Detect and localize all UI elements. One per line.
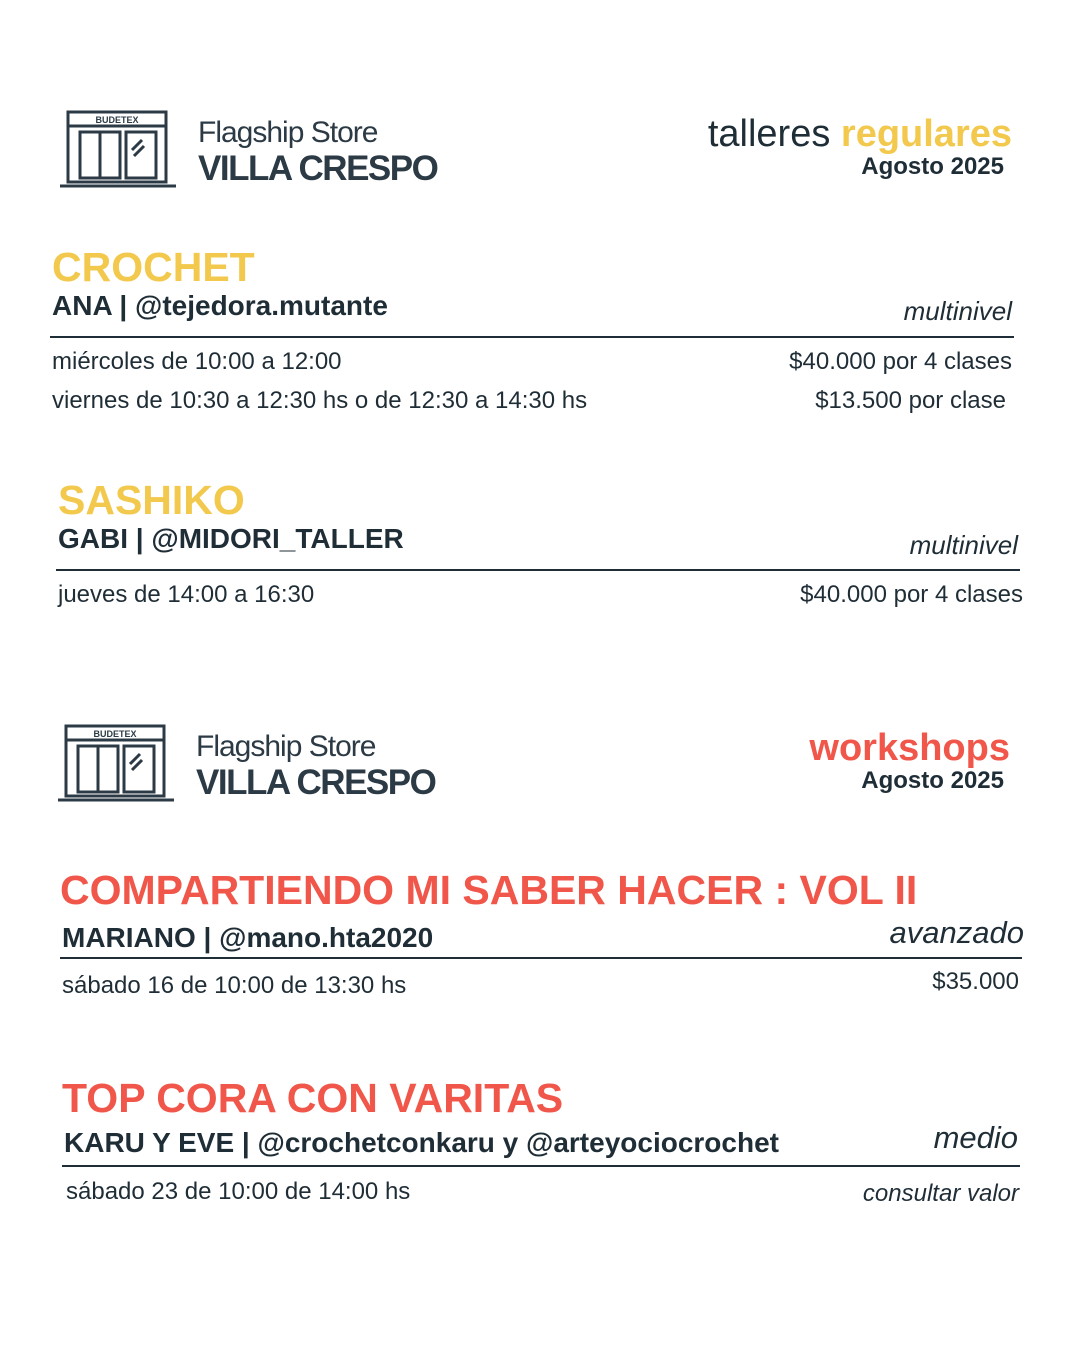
brand-logo	[56, 724, 435, 804]
course-schedule: sábado 23 de 10:00 de 14:00 hs	[66, 1178, 411, 1205]
divider	[62, 1165, 1020, 1167]
brand-subtitle: Flagship Store	[196, 730, 376, 763]
divider	[56, 569, 1020, 571]
sign-text: BUDETEX	[95, 115, 139, 125]
header-date: Agosto 2025	[861, 153, 1004, 180]
header-regulares	[708, 115, 1012, 182]
course-schedule: jueves de 14:00 a 16:30	[58, 581, 315, 608]
course-price: $40.000 por 4 clases	[789, 348, 1012, 375]
course-title: CROCHET	[52, 244, 255, 290]
course-teacher: MARIANO | @mano.hta2020	[62, 922, 434, 953]
course-teacher: GABI | @MIDORI_TALLER	[58, 523, 404, 554]
header-date: Agosto 2025	[861, 767, 1004, 794]
brand-title: VILLA CRESPO	[198, 149, 438, 188]
header-title-part1: talleres	[707, 113, 841, 155]
course-schedule: sábado 16 de 10:00 de 13:30 hs	[62, 972, 407, 999]
course-teacher: ANA | @tejedora.mutante	[52, 290, 388, 321]
sign-text: BUDETEX	[93, 729, 137, 739]
storefront-icon	[56, 724, 176, 804]
brand-logo	[58, 110, 437, 190]
divider	[60, 957, 1022, 959]
course-title: COMPARTIENDO MI SABER HACER : VOL II	[60, 867, 918, 913]
course-title: TOP CORA CON VARITAS	[62, 1075, 564, 1121]
brand-subtitle: Flagship Store	[198, 116, 378, 149]
course-level: medio	[933, 1120, 1018, 1155]
course-price: $40.000 por 4 clases	[800, 581, 1023, 608]
course-schedule: viernes de 10:30 a 12:30 hs o de 12:30 a 14:30 hs	[52, 387, 588, 414]
header-workshops	[809, 729, 1010, 796]
course-level: multinivel	[903, 296, 1012, 326]
storefront-icon	[58, 110, 178, 190]
divider	[50, 336, 1014, 338]
header-title-part2: regulares	[840, 113, 1012, 155]
course-schedule: miércoles de 10:00 a 12:00	[52, 348, 342, 375]
course-level: multinivel	[909, 530, 1018, 560]
course-title: SASHIKO	[58, 477, 245, 523]
course-price: $35.000	[932, 968, 1019, 995]
course-level: avanzado	[889, 915, 1024, 950]
course-price: consultar valor	[862, 1180, 1019, 1207]
header-title	[708, 115, 1012, 153]
course-price: $13.500 por clase	[815, 387, 1006, 414]
brand-title: VILLA CRESPO	[196, 763, 436, 802]
course-teacher: KARU Y EVE | @crochetconkaru y @arteyociocrochet	[64, 1127, 779, 1158]
header-title: workshops	[809, 727, 1010, 769]
